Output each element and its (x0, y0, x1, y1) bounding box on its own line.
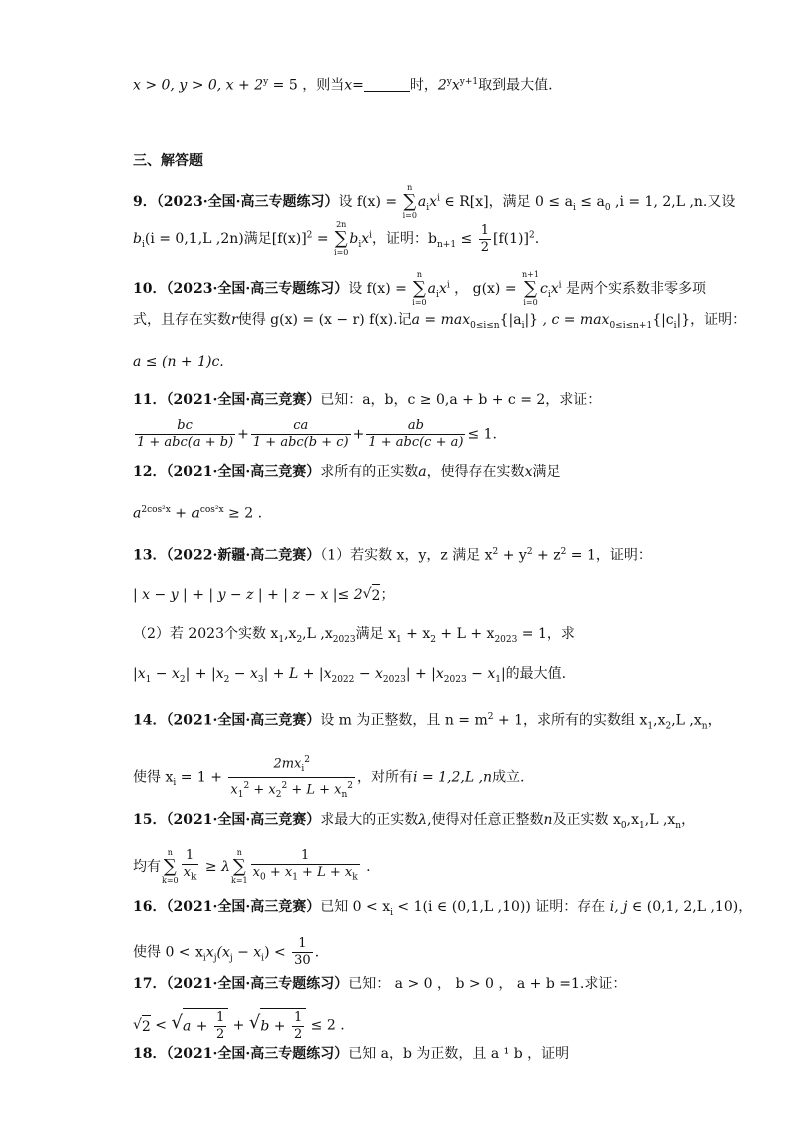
sup: cos²x (199, 505, 224, 515)
text: + (228, 1017, 249, 1034)
text: 成立. (492, 769, 525, 786)
problem-16-formula (133, 936, 319, 969)
text: 使得 x (133, 769, 174, 786)
numerator: 1 (293, 1010, 303, 1025)
text: a (418, 464, 427, 480)
sub: i (261, 953, 265, 964)
text: , c = max (538, 312, 610, 328)
text: ,L ,x (644, 812, 676, 828)
problem-source: （2021·全国·高三竞赛） (166, 812, 321, 828)
sub: 0 (259, 872, 266, 883)
text: 及正实数 x (552, 812, 621, 828)
sum-bottom: i=0 (334, 248, 349, 257)
text: b + (260, 1018, 290, 1035)
text: 已知： a > 0 ， b > 0 ， a + b =1.求证： (348, 976, 627, 992)
sup: i (558, 280, 562, 291)
sub: i (521, 320, 525, 331)
text: − x (354, 666, 383, 682)
sup: 2 (281, 780, 288, 791)
text: − x (151, 666, 180, 682)
fraction (228, 752, 355, 803)
text: . (534, 231, 540, 247)
text: r (231, 312, 238, 328)
sup: i (446, 280, 450, 291)
text: 已知 0 < x (320, 899, 391, 915)
text: 式，且存在实数 (133, 312, 231, 328)
problem-source: （2022·新疆·高二竞赛） (166, 547, 321, 564)
problem-13-line-4 (133, 664, 566, 690)
text: ， g(x) = (449, 281, 522, 297)
sub: 0 (604, 202, 611, 213)
sum-bottom: k=1 (230, 876, 248, 885)
problem-number: 10． (133, 281, 167, 297)
text: x= (344, 77, 364, 94)
text: ≤ (456, 231, 477, 247)
sub: 2 (179, 674, 186, 685)
problem-number: 18． (133, 1046, 167, 1062)
problem-17 (133, 974, 626, 994)
fill-in-line (133, 72, 553, 96)
sub: i (547, 289, 551, 300)
radicand: 2 (372, 584, 381, 606)
problem-number: 15． (133, 812, 167, 828)
sup: 2 (528, 230, 535, 241)
sub: k (352, 872, 358, 883)
problem-14 (133, 707, 722, 736)
text: ∈ R[x]，满足 0 ≤ a (439, 194, 573, 210)
text: x (524, 464, 533, 480)
sub: k (190, 872, 197, 883)
sum-bottom: i=0 (523, 298, 538, 307)
expr-text: x > 0, y > 0, x + 2 (133, 77, 264, 94)
sup: 2 (347, 780, 354, 791)
radicand: 2 (142, 1015, 151, 1037)
text: 已知 a，b 为正数，且 a ¹ b ，证明 (348, 1046, 570, 1062)
text: |的最大值. (500, 666, 567, 682)
text: (x (216, 944, 230, 961)
sub: 2 (665, 721, 672, 732)
text: ，使得存在实数 (426, 464, 525, 480)
text: = 1 + (176, 769, 227, 786)
text: ∈ (0,1, 2,L ,10)， (627, 899, 753, 915)
sum-sign: n ∑ k=0 (162, 848, 179, 885)
radicand (260, 1008, 306, 1043)
sum-sign: 2n ∑ i=0 (334, 220, 349, 257)
text: x (438, 281, 447, 297)
sub: 3 (257, 674, 264, 685)
problem-source: （2021·全国·高三竞赛） (166, 392, 321, 408)
text: 求最大的正实数 (320, 812, 419, 828)
sup: 2cos²x (141, 505, 171, 515)
fraction (366, 418, 465, 451)
denominator: 1 + abc(a + b) (137, 435, 234, 450)
sum-bottom: i=0 (412, 298, 427, 307)
fraction (479, 223, 491, 256)
sub: j (229, 953, 233, 964)
sup: 2 (306, 230, 313, 241)
text: = 5 ，则当 (268, 77, 345, 94)
denominator (228, 777, 355, 803)
denominator (251, 864, 360, 886)
fraction (251, 848, 360, 886)
text: | + |x (405, 666, 444, 682)
sum-top: n (236, 848, 242, 857)
problem-source: （2023·全国·高三专题练习） (166, 281, 349, 297)
numerator: 1 (298, 936, 307, 951)
problem-number: 9． (133, 194, 157, 210)
text: 使得 0 < x (133, 944, 203, 961)
fraction (135, 418, 235, 451)
sum-sign: n+1 ∑ i=0 (522, 270, 539, 307)
answer-blank (364, 77, 410, 92)
text: x (205, 944, 214, 961)
text: b (133, 231, 142, 247)
text: 求所有的正实数 (320, 464, 419, 480)
sub: 2023 (332, 634, 356, 645)
sup: i (369, 230, 373, 241)
text: = 1，求 (517, 626, 575, 642)
denominator: 2 (215, 1027, 225, 1042)
text: 取到最大值. (478, 77, 553, 94)
text: a (427, 281, 437, 297)
sum-top: n (167, 848, 173, 857)
sub: n (341, 789, 348, 800)
problem-10 (133, 270, 706, 308)
problem-18 (133, 1044, 569, 1064)
problem-number: 13． (133, 547, 167, 564)
text: − x (466, 666, 496, 682)
text: |x (133, 666, 146, 682)
text: 满足 (532, 464, 561, 480)
text: （1）若实数 x，y，z 满足 x (320, 547, 493, 564)
radicand (183, 1008, 228, 1043)
denominator: 1 + abc(c + a) (368, 435, 464, 450)
text: a (417, 194, 427, 210)
sub: 2 (430, 634, 436, 645)
problem-source: （2023·全国·高三专题练习） (156, 194, 339, 210)
text: 时， (409, 77, 438, 94)
denominator: 30 (294, 953, 311, 968)
sub: 2 (275, 789, 282, 800)
text: x (451, 77, 460, 94)
text: | + L + |x (263, 666, 332, 682)
text: 是两个实系数非零多项 (561, 281, 706, 297)
sqrt (171, 1008, 228, 1043)
text: ,x (626, 812, 640, 828)
sub: 1 (639, 820, 645, 831)
text: ，证明：b (372, 231, 438, 247)
text: ,x (653, 712, 666, 729)
problem-10-line-2 (133, 310, 746, 336)
text: i, j (609, 899, 628, 915)
sub: 1 (292, 872, 298, 883)
sub: 1 (145, 674, 152, 685)
sub: 1 (495, 674, 501, 685)
problem-number: 14． (133, 712, 167, 729)
radical-sign: √ (248, 1012, 261, 1033)
sum-top: n (416, 270, 423, 279)
text: + L + x (297, 865, 353, 881)
sub: 2 (296, 634, 303, 645)
sum-bottom: k=0 (162, 876, 179, 885)
sub: i (426, 202, 430, 213)
fraction (214, 1010, 226, 1043)
fraction (182, 848, 199, 886)
sub: 1 (395, 634, 402, 645)
problem-source: （2021·全国·高三竞赛） (166, 899, 321, 915)
sub: 0≤i≤n (470, 320, 500, 331)
text: 使得 g(x) = (x − r) f(x).记 (237, 312, 412, 328)
numerator: 1 (301, 848, 310, 864)
problem-11-formula (133, 418, 497, 451)
fraction (292, 1010, 304, 1043)
text: n (543, 812, 553, 828)
sup: y (263, 77, 269, 87)
sqrt (249, 1008, 306, 1043)
text: − x (229, 666, 258, 682)
numerator (271, 752, 312, 777)
numerator: 1 (480, 222, 490, 238)
text: + 1，求所有的实数组 x (493, 712, 648, 729)
section-title: 三、解答题 (133, 152, 203, 168)
sub: 1 (647, 721, 654, 732)
numerator: bc (177, 418, 193, 433)
text: 2 (437, 77, 447, 94)
text: ≤ a (575, 194, 605, 210)
problem-17-formula (133, 1008, 345, 1043)
fraction (251, 418, 351, 451)
sqrt (363, 584, 381, 606)
sub: i (202, 953, 206, 964)
sub: i (436, 289, 439, 300)
problem-16 (133, 897, 752, 923)
problem-12-formula (133, 500, 262, 524)
text: x (183, 865, 191, 881)
sub: 0≤i≤n+1 (609, 320, 653, 331)
text: a + (182, 1018, 212, 1035)
problem-9 (133, 183, 735, 221)
denominator: 2 (480, 239, 490, 255)
problem-source: （2021·全国·高三竞赛） (166, 464, 321, 480)
text: ≤ 2 . (306, 1017, 345, 1034)
text: + L + x (287, 782, 342, 798)
text: ， (707, 712, 722, 729)
sub: i (173, 778, 177, 789)
problem-15 (133, 810, 695, 836)
text: ,x (284, 626, 297, 642)
sub: i (141, 239, 145, 250)
sub: 0 (620, 820, 627, 831)
text: ， (681, 812, 696, 828)
problem-9-line-2 (133, 220, 539, 258)
text: （2）若 2023个实数 x (133, 626, 279, 642)
text: λ (418, 812, 428, 828)
text: x (550, 281, 559, 297)
problem-15-formula (133, 848, 371, 886)
problem-source: （2021·全国·高三专题练习） (166, 1046, 349, 1062)
radical-sign: √ (133, 1016, 142, 1033)
denominator: 2 (293, 1027, 303, 1042)
text: ≥ λ (200, 859, 230, 875)
sub: 2023 (494, 634, 518, 645)
text: . (361, 859, 371, 875)
denominator (182, 864, 199, 886)
text: a = max (411, 312, 471, 328)
text: = (312, 231, 334, 247)
text: + z (532, 547, 561, 564)
text: c (539, 281, 548, 297)
sum-top: 2n (336, 220, 347, 229)
text: | x − y | + | y − z | + | z − x |≤ 2 (133, 587, 363, 603)
sup: 2 (526, 547, 533, 557)
denominator: 1 + abc(b + c) (252, 435, 349, 450)
numerator: ab (407, 418, 424, 433)
sup: 2 (492, 547, 499, 557)
radical-sign: √ (171, 1012, 183, 1033)
sub: i (572, 202, 576, 213)
text: [f(1)] (493, 231, 529, 247)
text: + x (265, 865, 293, 881)
sub: 1 (278, 634, 285, 645)
sup: 2 (560, 547, 567, 557)
problem-number: 12． (133, 464, 167, 480)
sub: i (358, 239, 362, 250)
sum-top: n (407, 183, 413, 192)
sup: y+1 (459, 77, 479, 87)
sub: i (301, 763, 305, 774)
text: {|a (499, 312, 522, 328)
sup: 2 (487, 712, 494, 722)
text: | + |x (185, 666, 224, 682)
text: ≤ 1. (467, 426, 497, 443)
radical-sign: √ (362, 586, 372, 602)
text: + a (170, 505, 200, 522)
problem-13-line-3 (133, 624, 575, 650)
sub: 2023 (443, 674, 467, 685)
text: 满足 x (355, 626, 396, 642)
text: 设 f(x) = (338, 194, 402, 210)
sub: i (673, 320, 677, 331)
problem-source: （2021·全国·高三专题练习） (166, 976, 349, 992)
sum-bottom: i=0 (402, 211, 417, 220)
sum-top: n+1 (522, 270, 539, 279)
problem-14-formula (133, 752, 525, 803)
sum-sign: n ∑ k=1 (230, 848, 248, 885)
problem-13-line-2 (133, 584, 394, 606)
text: x (429, 194, 438, 210)
sub: n (701, 721, 708, 732)
numerator: 1 (185, 848, 195, 864)
text: (i = 0,1,L ,2n)满足[f(x)] (144, 231, 307, 247)
problem-12 (133, 462, 560, 482)
sub: 2023 (382, 674, 406, 685)
problem-10-line-3 (133, 352, 224, 372)
text: + x (249, 782, 276, 798)
text: 已知：a，b，c ≥ 0,a + b + c = 2，求证： (320, 392, 602, 408)
text: ，对所有 (357, 769, 414, 786)
text: x (252, 865, 260, 881)
text: ,i = 1, 2,L ,n.又设 (610, 194, 736, 210)
text: ,L ,x (671, 712, 702, 729)
text: |} (676, 312, 691, 328)
numerator: 1 (215, 1010, 225, 1025)
text: − x (232, 944, 262, 961)
text: 2mx (273, 756, 302, 772)
sub: 2 (223, 674, 230, 685)
text: + (352, 426, 365, 443)
problem-11 (133, 390, 601, 410)
text: x (361, 231, 370, 247)
text: 设 f(x) = (348, 281, 412, 297)
text: ,使得对任意正整数 (427, 812, 544, 828)
text: x (230, 782, 238, 798)
sub: j (213, 953, 217, 964)
text: < (150, 1017, 172, 1034)
text: + y (498, 547, 527, 564)
problem-number: 17． (133, 976, 167, 992)
text: 均有 (133, 859, 161, 875)
numerator: ca (293, 418, 309, 433)
text: . (314, 944, 320, 961)
sub: n+1 (437, 239, 457, 250)
sub: 1 (237, 789, 244, 800)
fraction (292, 936, 313, 969)
text: i = 1,2,L ,n (413, 769, 493, 786)
sub: 2022 (331, 674, 355, 685)
text: a ≤ (n + 1)c. (133, 354, 224, 370)
text: + (237, 426, 249, 443)
text: ； (380, 587, 395, 603)
sub: n (675, 820, 682, 831)
text: a (133, 505, 142, 522)
problem-13 (133, 542, 652, 566)
text: + x (401, 626, 431, 642)
sqrt (133, 1015, 151, 1037)
problem-number: 16． (133, 899, 167, 915)
sub: i (390, 907, 393, 918)
text: ，证明： (690, 312, 747, 328)
sup: 2 (304, 755, 310, 765)
text: < 1(i ∈ (0,1,L ,10)) 证明：存在 (392, 899, 610, 915)
sup: i (437, 193, 440, 204)
text: b (349, 231, 359, 247)
text: + L + x (435, 626, 495, 642)
text: |} (524, 312, 539, 328)
text: ≥ 2 . (223, 505, 263, 522)
text: ) < (264, 944, 291, 961)
text: = 1，证明： (566, 547, 652, 564)
text: 设 m 为正整数，且 n = m (320, 712, 488, 729)
sup: y (446, 77, 452, 87)
text: ,L ,x (302, 626, 333, 642)
sum-sign: n ∑ i=0 (402, 183, 417, 220)
text: {|c (652, 312, 674, 328)
problem-number: 11． (133, 392, 167, 408)
sup: 2 (243, 780, 250, 791)
sum-sign: n ∑ i=0 (412, 270, 427, 307)
problem-source: （2021·全国·高三竞赛） (166, 712, 321, 729)
